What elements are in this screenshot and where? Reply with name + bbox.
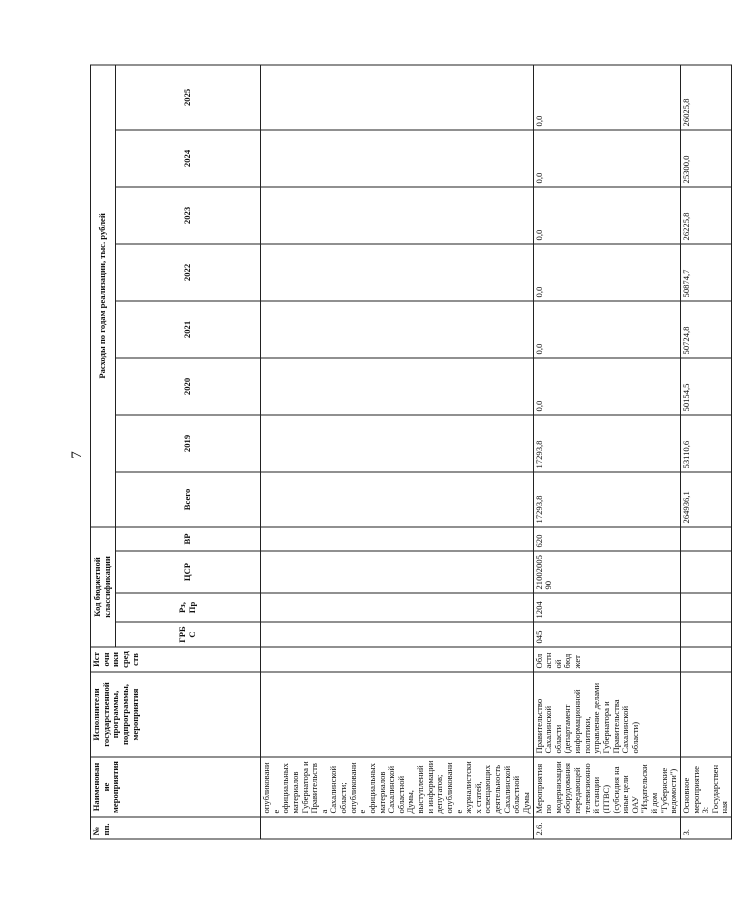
row-2024: 0,0 [533,130,680,187]
table-row [533,65,680,839]
col-header-vr: ВР [116,527,261,551]
col-header-rzpr: Рз, Пр [116,593,261,622]
row-vr: 620 [533,527,680,551]
row-2023 [261,187,534,244]
row-executor: Правительство Сахалинской области (департамент информационной политики, управление делами Губернатора и Правительства Сахалинской области) [533,672,680,757]
row-2020: 0,0 [533,358,680,415]
row-2022: 50874,7 [680,244,731,301]
col-header-2022: 2022 [116,244,261,301]
col-header-budget-group: Код бюджетной классификации [91,527,116,647]
row-2023: 26225,8 [680,187,731,244]
col-header-2021: 2021 [116,301,261,358]
row-2025: 0,0 [533,65,680,130]
row-no [261,817,534,839]
row-rzpr [680,593,731,622]
row-vr [261,527,534,551]
row-name: опубликование официальных материалов Губернатора и Правительства Сахалинской области; опубликование официальных материалов Сахалинской областной Думы, выступлений и информации депутатов; опубликование журналистских статей, освещающих деятельность Сахалинской областной Думы [261,757,534,817]
row-2022: 0,0 [533,244,680,301]
row-2023: 0,0 [533,187,680,244]
row-2020 [261,358,534,415]
header-row [91,65,116,839]
row-no: 3. [680,817,731,839]
row-vr [680,527,731,551]
row-2024 [261,130,534,187]
col-header-name: Наименование мероприятия [91,757,261,817]
col-header-2019: 2019 [116,415,261,472]
row-2021: 50724,8 [680,301,731,358]
row-executor [261,672,534,757]
col-header-2025: 2025 [116,65,261,130]
row-2022 [261,244,534,301]
page-number: 7 [69,451,85,459]
row-name: Мероприятия по модернизации оборудования передающей телевизионной станции (ПТВС) (субсидия на иные цели ОАУ "Издательский дом "Губернские ведомости") [533,757,680,817]
row-executor [680,672,731,757]
row-grbs: 045 [533,622,680,647]
col-header-grbs: ГРБС [116,622,261,647]
row-grbs [680,622,731,647]
rotated-page [90,65,730,840]
row-csr [680,551,731,593]
row-source: Областной бюджет [533,647,680,672]
col-header-executor: Исполнители государственной программы, подпрограммы, мероприятия [91,672,261,757]
row-2024: 25300,0 [680,130,731,187]
row-source [261,647,534,672]
row-2025: 26025,8 [680,65,731,130]
row-total [261,472,534,527]
col-header-2020: 2020 [116,358,261,415]
row-2019: 53110,6 [680,415,731,472]
row-total: 17293,8 [533,472,680,527]
row-rzpr [261,593,534,622]
row-name: Основное мероприятие 3: Государственная [680,757,731,817]
col-header-2023: 2023 [116,187,261,244]
col-header-no: № пп. [91,817,261,839]
row-2021: 0,0 [533,301,680,358]
row-csr: 2100200590 [533,551,680,593]
col-header-total: Всего [116,472,261,527]
col-header-source: Источники средств [91,647,261,672]
table-row [261,65,534,839]
row-2020: 50154,5 [680,358,731,415]
col-header-2024: 2024 [116,130,261,187]
table-row [680,65,731,839]
row-2021 [261,301,534,358]
row-source [680,647,731,672]
row-csr [261,551,534,593]
row-rzpr: 1204 [533,593,680,622]
row-2025 [261,65,534,130]
row-2019: 17293,8 [533,415,680,472]
col-header-csr: ЦСР [116,551,261,593]
program-table [90,64,732,839]
row-grbs [261,622,534,647]
row-total: 264936,1 [680,472,731,527]
row-no: 2.6. [533,817,680,839]
col-header-expenses-group: Расходы по годам реализации, тыс. рублей [91,65,116,527]
row-2019 [261,415,534,472]
